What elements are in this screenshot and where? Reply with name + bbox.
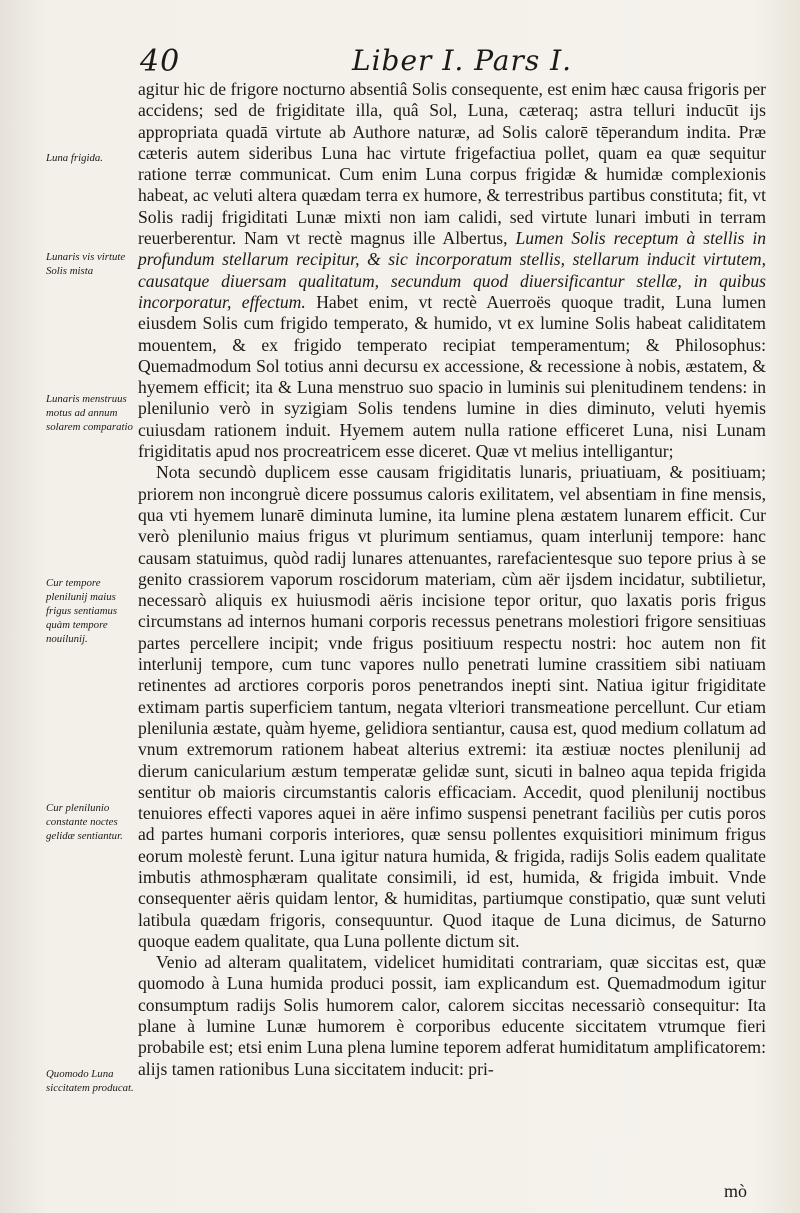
margin-note: Lunaris vis virtute Solis mista <box>46 251 126 277</box>
margin-note: Quomodo Luna siccitatem producat. <box>46 1068 134 1094</box>
text-run: agitur hic de frigore nocturno absentiâ Solis consequente, est enim hæc causa frigoris per accidens; sed de frigiditate illa, quâ Sol, Luna, cæteraq; astra telluri inducūt ijs appropriata quadā virtute ab Authore naturæ, ad Solis calorē tēperandum indita. Præ cæteris autem sideribus Luna hac virtute frigefactiua pollet, quam ea quæ sequitur ratione terræ communicat. Cum enim Luna corpus frigidæ & humidæ complexionis habeat, ac veluti altera quædam terra ex humore, & terrestribus partibus constituta; fit, vt Solis radij frigiditati Lunæ mixti non iam calidi, sed virtute lunari imbuti in terram reuerberentur. Nam vt rectè magnus ille Albertus, <box>138 79 766 249</box>
quotation-italic: Lumen Solis receptum à stellis in profundum stellarum recipitur, & sic incorporatum stellis, stellarum inducit virtutem, causatque diuersam qualitatum, secundum quod diuersificantur stellæ, in quibus incorporatur, effectum. <box>138 228 767 312</box>
text-run: Nota secundò duplicem esse causam frigiditatis lunaris, priuatiuam, & positiuam; priorem non incongruè dicere possumus caloris exilitatem, vel absentiam in fine mensis, qua vti hyemem lunarē diminuta lumine, ita lumine plena æstatem lunarem efficit. Cur verò plenilunio maius frigus vt plurimum sentiamus, quam interlunij tempore: hanc causam statuimus, quòd radij lunares attenuantes, rarefacientesque suo tepore prius à se genito crassiorem vaporum roscidorum materiam, cùm aër ijsdem incidatur, subtilietur, necessarò aliquis ex huiusmodi aëris incisione tepor oritur, quo laxatis poris frigus circumstans ad internos humani corporis recessus penetrans molestiori frigore sensitiuas partes percellere incipit; vnde frigus positiuum respectu nostri: hoc autem non fit interlunij tempore, cum tunc vapores nullo penetrati lumine crassitiem sibi natiuam retinentes ad arctiores corporis poros penetrandos inepti sint. Natiua igitur frigiditate extimam partis superficiem tantum, negata vlteriori transmeatione percellunt. Cur etiam plenilunia æstate, quàm hyeme, gelidiora sentiantur, causa est, quod medium collatum ad vnum extremorum rationem habeat alterius extremi: ita æstiuæ noctes plenilunij ad dierum canicularium æstum temperatæ gelidæ sunt, sicuti in balneo aqua tepida frigida sentitur ob maioris circumstantis caloris efficaciam. Accedit, quod plenilunij noctibus tenuiores effecti vapores aquei in aëre infimo suspensi penetrant faciliùs per cutis poros ad partes humani corporis interiores, quæ sensu pollentes exquisitiori minimum frigus eorum molestè ferunt. Luna igitur natura humida, & frigida, radijs Solis eadem qualitate imbutis athmosphæram qualitate consimili, id est, humida, & frigida imbuit. Vnde consequenter aëris quidam lentor, & humiditas, partiumque constipatio, quæ sunt veluti latibula quædam frigoris, consequuntur. Quod itaque de Luna dicimus, de Saturno quoque eadem qualitate, qua Luna pollente dictum sit. <box>138 462 766 951</box>
catchword: mò <box>724 1181 748 1201</box>
paragraph <box>138 952 766 1080</box>
margin-note: Luna frigida. <box>46 152 103 164</box>
margin-note: Cur plenilunio constante noctes gelidæ sentiantur. <box>46 802 123 842</box>
margin-notes <box>0 0 136 1213</box>
paragraph <box>138 79 766 462</box>
page-number: 40 <box>140 44 181 79</box>
text-run: Habet enim, vt rectè Auerroës quoque tradit, Luna lumen eiusdem Solis cum frigido temperato, & humido, vt ex lumine Solis habeat caliditatem mouentem, & ex frigido temperato recipiat temperamentum; & Philosophus: Quemadmodum Sol totius anni decursu ex accessione, & recessione à nobis, æstatem, & hyemem efficit; ita & Luna menstruo suo spacio in luminis sui plenitudinem tendens: in plenilunio verò in syzigiam Solis tendens lumine in dies diminuto, veluti hyemis cuiusdam rationem induit. Hyemem autem nulla ratione efficeret Luna, nisi Lunam frigiditatis apud nos procreatricem esse diceret. Quæ vt melius intelligantur; <box>138 291 766 462</box>
paragraph <box>138 462 766 952</box>
margin-note: Cur tempore plenilunij maius frigus sentiamus quàm tempore nouilunij. <box>46 577 118 645</box>
running-title: Liber I. Pars I. <box>352 44 573 77</box>
text-run: Venio ad alteram qualitatem, videlicet humiditati contrariam, quæ siccitas est, quæ quomodo à Luna humida produci possit, iam explicandum est. Quemadmodum igitur consumptum radijs Solis humorem calor, calorem siccitas necessariò consequitur: Ita plane à lumine Lunæ humorem è corporibus educente siccitatem vtrumque fieri probabile est; etsi enim Luna plena lumine teporem adferat humiditatum amplificatorem: alijs tamen rationibus Luna siccitatem inducit: pri- <box>138 952 766 1079</box>
margin-note: Lunaris menstruus motus ad annum solarem comparatio <box>46 393 133 433</box>
body-text <box>138 79 766 1080</box>
